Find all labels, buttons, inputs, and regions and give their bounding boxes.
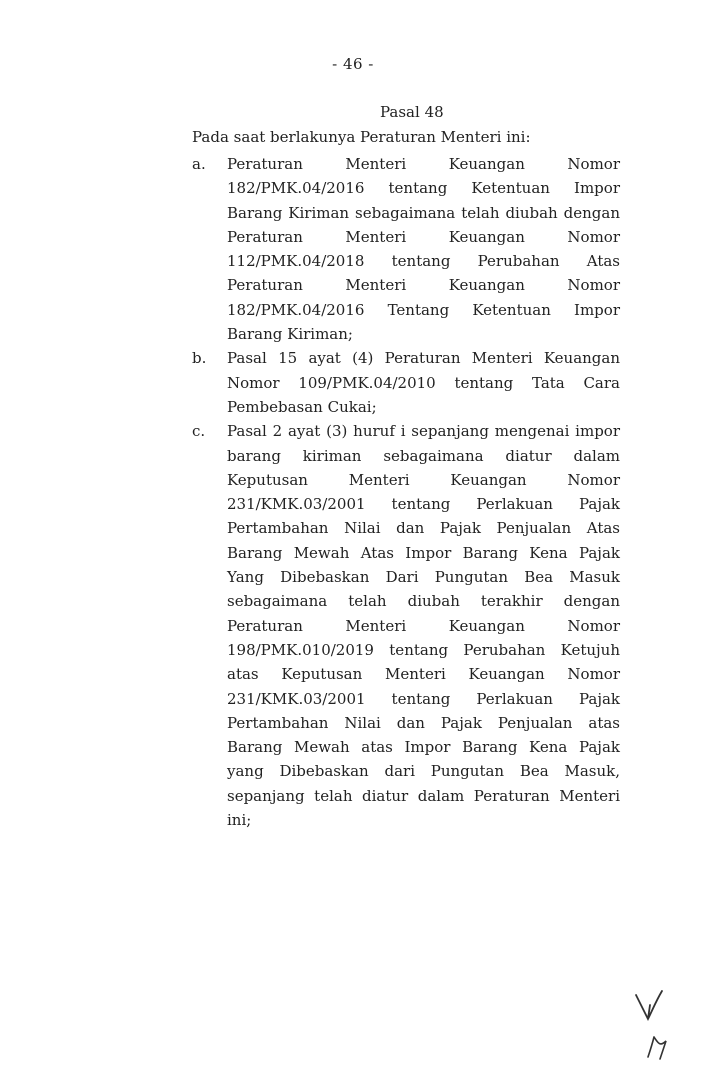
list-item-b (192, 346, 620, 419)
list-item-text: Pasal 15 ayat (4) Peraturan Menteri Keuangan Nomor 109/PMK.04/2010 tentang Tata Cara Pembebasan Cukai; (227, 349, 620, 416)
list-item-text: Pasal 2 ayat (3) huruf i sepanjang mengenai impor barang kiriman sebagaimana diatur dalam Keputusan Menteri Keuangan Nomor 231/KMK.03/2001 tentang Perlakuan Pajak Pertambahan Nilai dan Pajak Penjualan Atas Barang Mewah Atas Impor Barang Kena Pajak Yang Dibebaskan Dari Pungutan Bea Masuk sebagaimana telah diubah terakhir dengan Peraturan Menteri Keuangan Nomor 198/PMK.010/2019 tentang Perubahan Ketujuh atas Keputusan Menteri Keuangan Nomor 231/KMK.03/2001 tentang Perlakuan Pajak Pertambahan Nilai dan Pajak Penjualan atas Barang Mewah atas Impor Barang Kena Pajak yang Dibebaskan dari Pungutan Bea Masuk, sepanjang telah diatur dalam Peraturan Menteri ini; (227, 422, 620, 830)
list-item-text: Peraturan Menteri Keuangan Nomor 182/PMK.04/2016 tentang Ketentuan Impor Barang Kiriman sebagaimana telah diubah dengan Peraturan Menteri Keuangan Nomor 112/PMK.04/2018 tentang Perubahan Atas Peraturan Menteri Keuangan Nomor 182/PMK.04/2016 Tentang Ketentuan Impor Barang Kiriman; (227, 155, 620, 344)
list-item-a (192, 152, 620, 346)
handwritten-paraf-icon (626, 985, 686, 1060)
list-item-marker: b. (192, 349, 207, 368)
article-title: Pasal 48 (380, 103, 444, 121)
page-number: - 46 - (332, 55, 374, 73)
list-item-marker: c. (192, 422, 206, 441)
article-items-list (192, 152, 620, 832)
list-item-marker: a. (192, 155, 206, 173)
list-item-c (192, 419, 620, 832)
article-intro: Pada saat berlakunya Peraturan Menteri ini: (192, 128, 531, 146)
